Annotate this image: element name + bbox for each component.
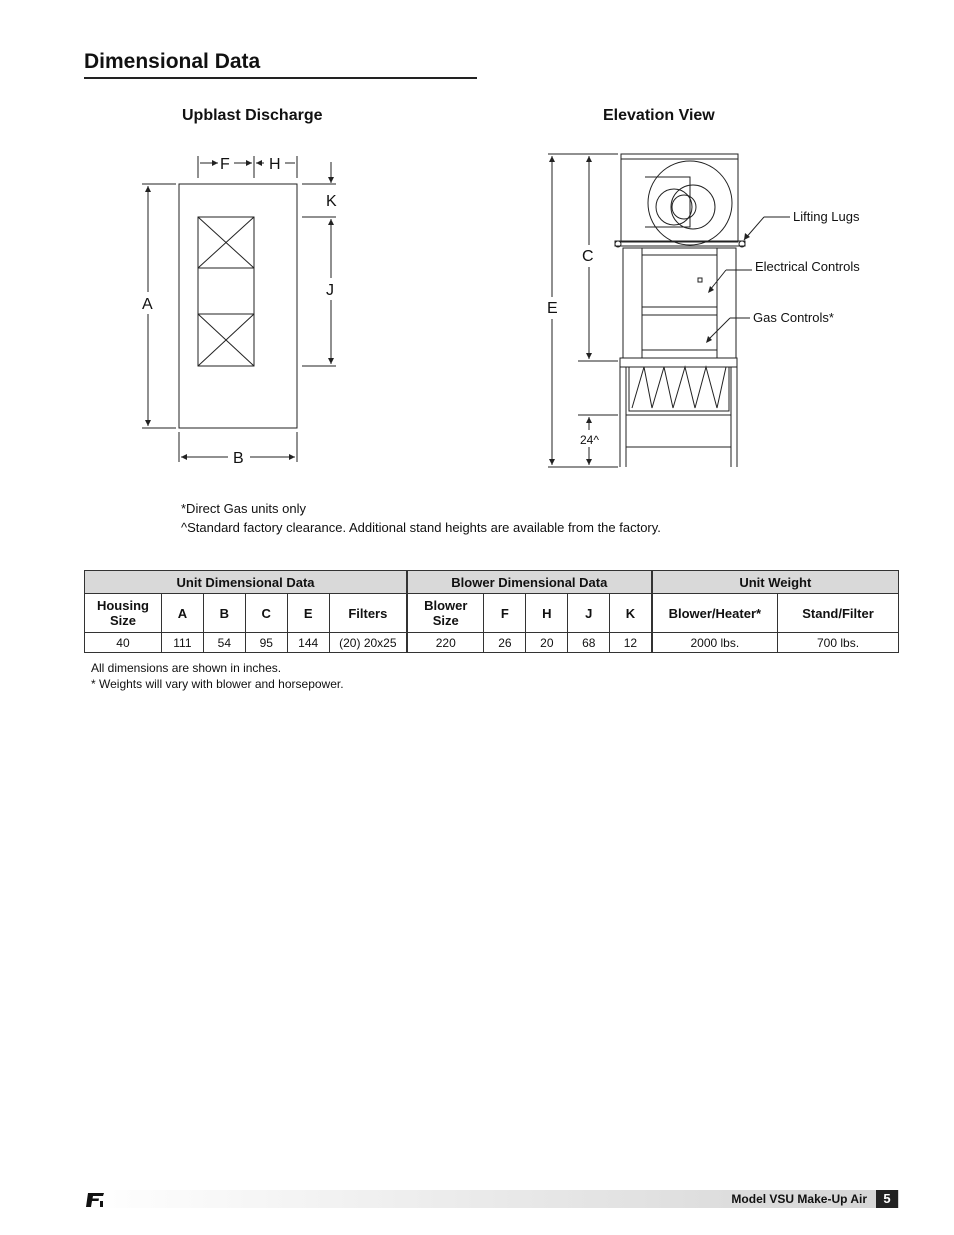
cell-f: 26 <box>484 633 526 653</box>
brand-logo-icon <box>85 1192 105 1208</box>
label-e: E <box>547 300 558 317</box>
th-f: F <box>484 594 526 633</box>
cell-filters: (20) 20x25 <box>329 633 407 653</box>
page-title: Dimensional Data <box>84 50 261 73</box>
diagram-notes <box>181 499 661 537</box>
group-unit: Unit Dimensional Data <box>85 571 408 594</box>
th-h: H <box>526 594 568 633</box>
th-blower-heater: Blower/Heater* <box>652 594 778 633</box>
column-header-row <box>85 594 899 633</box>
elevation-diagram <box>540 145 880 475</box>
cell-j: 68 <box>568 633 610 653</box>
blower-section <box>621 154 738 242</box>
th-j: J <box>568 594 610 633</box>
page-number: 5 <box>876 1190 898 1208</box>
cell-c: 95 <box>245 633 287 653</box>
table-notes <box>91 660 344 692</box>
cell-housing-size: 40 <box>85 633 162 653</box>
unit-outline <box>179 184 297 428</box>
filter-box <box>198 217 254 366</box>
th-b: B <box>203 594 245 633</box>
note-direct-gas: *Direct Gas units only <box>181 501 306 516</box>
group-weight: Unit Weight <box>652 571 899 594</box>
label-b: B <box>233 450 244 467</box>
label-h: H <box>269 156 281 173</box>
note-clearance: ^Standard factory clearance. Additional stand heights are available from the factory. <box>181 520 661 535</box>
note-weights: * Weights will vary with blower and horsepower. <box>91 677 344 691</box>
footer-model: Model VSU Make-Up Air <box>731 1192 867 1206</box>
th-housing-size: Housing Size <box>85 594 162 633</box>
label-gas-controls: Gas Controls* <box>753 310 834 325</box>
cell-k: 12 <box>610 633 652 653</box>
cell-blower-heater: 2000 lbs. <box>652 633 778 653</box>
th-c: C <box>245 594 287 633</box>
label-c: C <box>582 248 594 265</box>
table-row <box>85 633 899 653</box>
group-blower: Blower Dimensional Data <box>407 571 652 594</box>
upblast-title: Upblast Discharge <box>182 107 323 124</box>
label-lifting-lugs: Lifting Lugs <box>793 209 860 224</box>
cell-stand-filter: 700 lbs. <box>778 633 899 653</box>
heater-section <box>623 248 736 358</box>
th-blower-size: Blower Size <box>407 594 484 633</box>
cell-b: 54 <box>203 633 245 653</box>
title-rule <box>84 77 477 79</box>
label-a: A <box>142 296 153 313</box>
cell-blower-size: 220 <box>407 633 484 653</box>
th-k: K <box>610 594 652 633</box>
label-f: F <box>220 156 230 173</box>
cell-e: 144 <box>287 633 329 653</box>
cell-a: 111 <box>161 633 203 653</box>
label-electrical-controls: Electrical Controls <box>755 259 860 274</box>
elevation-title: Elevation View <box>603 107 715 124</box>
note-inches: All dimensions are shown in inches. <box>91 661 282 675</box>
dimension-table <box>84 570 899 653</box>
cell-h: 20 <box>526 633 568 653</box>
th-a: A <box>161 594 203 633</box>
group-header-row <box>85 571 899 594</box>
label-k: K <box>326 193 337 210</box>
th-e: E <box>287 594 329 633</box>
th-stand-filter: Stand/Filter <box>778 594 899 633</box>
label-clearance: 24^ <box>580 433 599 447</box>
label-j: J <box>326 282 334 299</box>
th-filters: Filters <box>329 594 407 633</box>
upblast-diagram <box>130 150 360 470</box>
